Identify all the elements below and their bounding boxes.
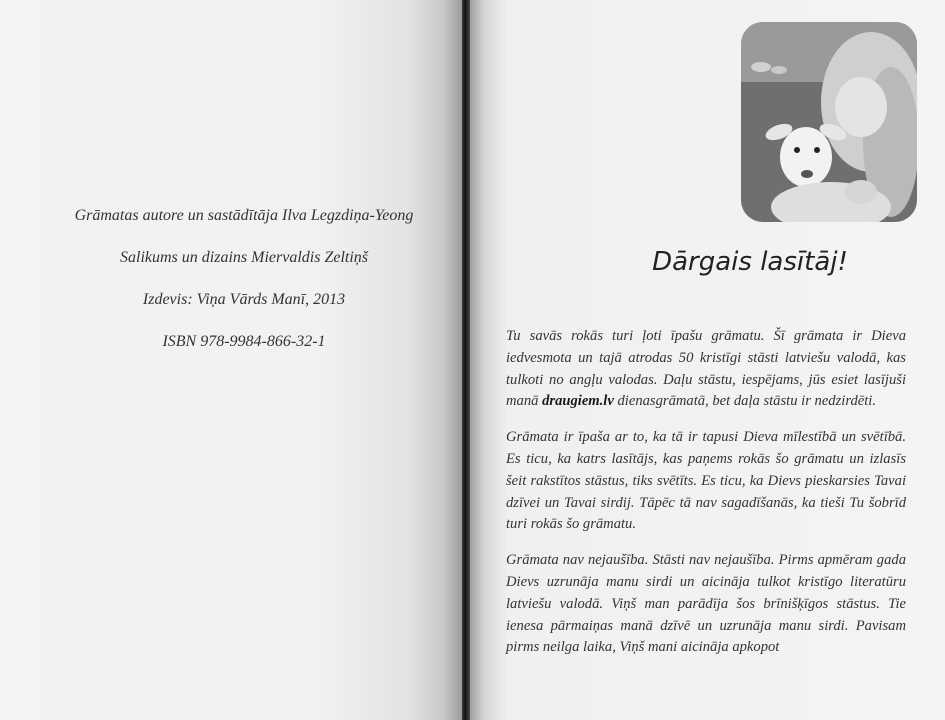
left-page — [0, 0, 462, 720]
imprint-block — [40, 208, 448, 376]
paragraph-1 — [506, 326, 906, 413]
right-page — [470, 0, 945, 720]
design-line: Salikums un dizains Miervaldis Zeltiņš — [120, 249, 368, 266]
website-name: draugiem.lv — [542, 393, 614, 410]
paragraph-3: Grāmata nav nejaušība. Stāsti nav nejaušība. Pirms apmēram gada Dievs uzrunāja manu sirdi un aicināja tulkot kristīgo literatūru latviešu valodā. Viņš man parādīja šos brīnišķīgos stāstus. Tie ienesa pārmaiņas manā dzīvē un uzrunāja manu sirdi. Pavisam pirms neilga laika, Viņš mani aicināja apkopot — [506, 552, 906, 656]
publisher-line: Izdevis: Viņa Vārds Manī, 2013 — [142, 291, 346, 308]
page-title: Dārgais lasītāj! — [652, 247, 848, 277]
paragraph-1-end: dienasgrāmatā, bet daļa stāstu ir nedzirdēti. — [613, 393, 877, 410]
girl-with-lamb-photo — [741, 22, 917, 222]
paragraph-1-start: Tu savās rokās turi ļoti īpašu grāmatu. Šī grāmata ir Dieva iedvesmota un tajā atrodas 50 kristīgi stāsti latviešu valodā, kas tulkoti no angļu valodas. Daļu stāstu, iespējams, jūs esiet lasījuši manā — [506, 328, 906, 410]
isbn-line: ISBN 978-9984-866-32-1 — [162, 333, 326, 350]
book-gutter — [462, 0, 470, 720]
paragraph-2: Grāmata ir īpaša ar to, ka tā ir tapusi Dieva mīlestībā un svētībā. Es ticu, ka katrs lasītājs, kas paņems rokās šo grāmatu un izlasīs šeit rakstītos stāstus, tiks svētīts. Es ticu, ka Dievs pieskarsies Tavai dzīvei un Tavai sirdij. Tāpēc tā nav sagadīšanās, ka tieši Tu šobrīd turi rokās šo grāmatu. — [506, 429, 906, 533]
author-line: Grāmatas autore un sastādītāja Ilva Legzdiņa-Yeong — [74, 207, 414, 224]
letter-body — [506, 326, 906, 673]
